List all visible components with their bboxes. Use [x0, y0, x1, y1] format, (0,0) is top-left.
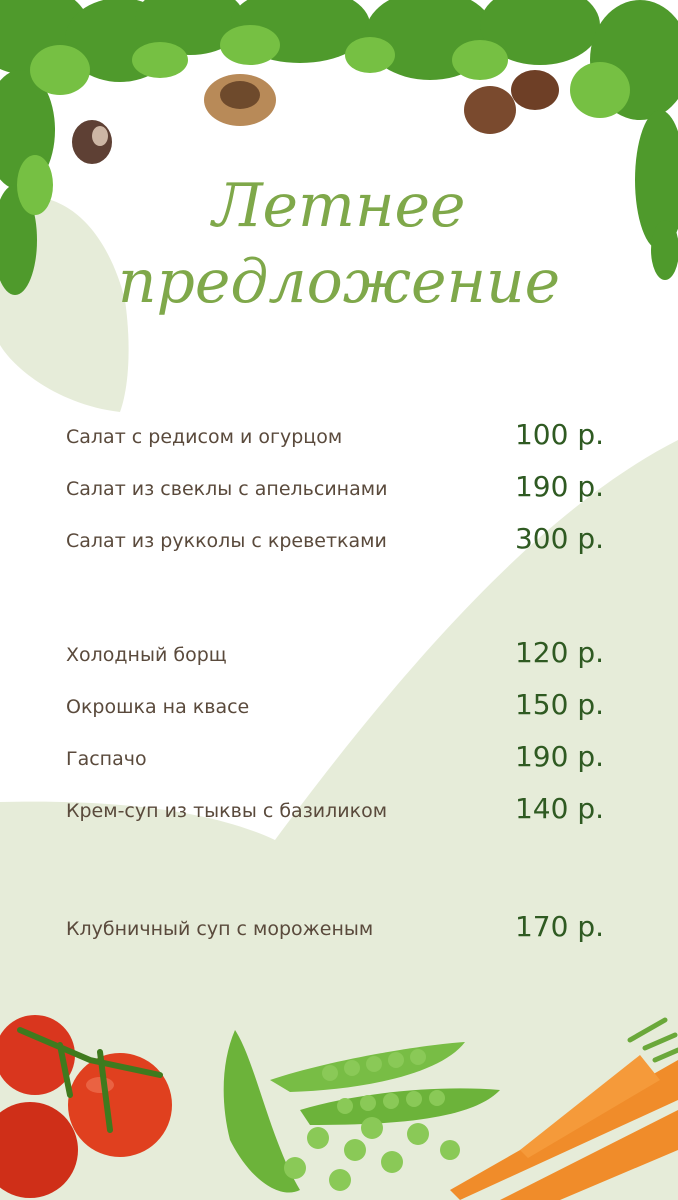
peas-icon: [224, 1030, 500, 1193]
item-price: 100 р.: [514, 418, 604, 451]
menu-item: [66, 904, 606, 956]
item-name: Клубничный суп с мороженым: [66, 918, 374, 940]
menu-item: [66, 786, 606, 838]
menu-item: [66, 516, 606, 568]
item-name: Холодный борщ: [66, 644, 227, 666]
item-price: 140 р.: [514, 792, 604, 825]
item-price: 120 р.: [514, 636, 604, 669]
item-name: Салат из свеклы с апельсинами: [66, 478, 388, 500]
item-name: Салат с редисом и огурцом: [66, 426, 343, 448]
menu-item: [66, 412, 606, 464]
menu-item: [66, 734, 606, 786]
menu-title-line1: Летнее: [212, 171, 466, 241]
item-name: Крем-суп из тыквы с базиликом: [66, 800, 388, 822]
item-price: 190 р.: [514, 740, 604, 773]
menu-item: [66, 464, 606, 516]
mushroom-icon: [72, 70, 559, 164]
item-name: Салат из рукколы с креветками: [66, 530, 387, 552]
menu-item: [66, 630, 606, 682]
carrot-icon: [450, 1020, 678, 1200]
menu-group-salads: [66, 412, 606, 568]
item-name: Окрошка на квасе: [66, 696, 250, 718]
bottom-decoration: [0, 1000, 678, 1200]
menu-group-soups: [66, 630, 606, 838]
item-price: 170 р.: [514, 910, 604, 943]
tomato-icon: [0, 1015, 172, 1198]
item-price: 150 р.: [514, 688, 604, 721]
menu-group-desserts: [66, 904, 606, 956]
menu-item: [66, 682, 606, 734]
item-name: Гаспачо: [66, 748, 147, 770]
menu-title: [0, 168, 678, 320]
item-price: 190 р.: [514, 470, 604, 503]
menu-title-line2: предложение: [117, 247, 561, 317]
item-price: 300 р.: [514, 522, 604, 555]
